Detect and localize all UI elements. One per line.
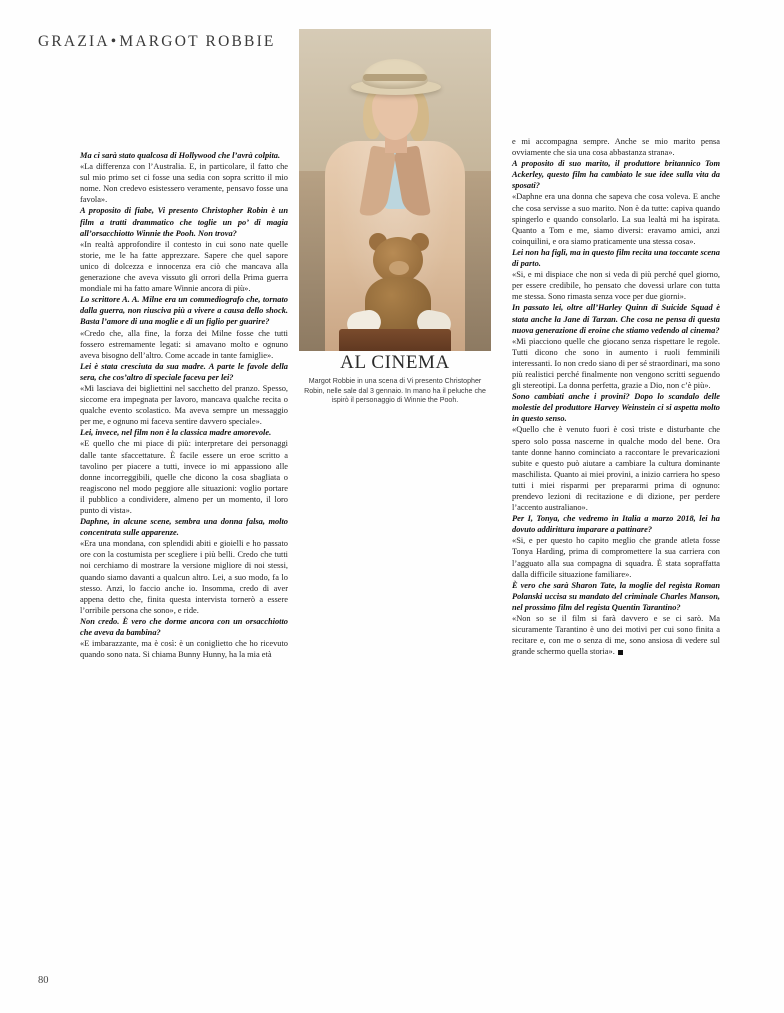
article-column-right — [512, 136, 720, 657]
masthead-brand: GRAZIA — [38, 33, 110, 50]
interview-answer: «Si, e mi dispiace che non si veda di più perché quel giorno, per essere credibile, ho pensato che dovessi urlare con tutta me stessa. Sono rimasta senza voce per due giorni». — [512, 270, 720, 302]
end-mark-icon — [618, 650, 623, 655]
suitcase — [339, 329, 451, 351]
interview-answer: «La differenza con l’Australia. E, in particolare, il fatto che sul mio primo set ci fosse una sedia con sopra scritto il mio nome. Non credevo esistessero veramente, pensavo fosse una favola». — [80, 162, 288, 205]
hat-band — [363, 74, 427, 81]
interview-answer: «Mi lasciava dei bigliettini nel sacchetto del pranzo. Spesso, siccome era impegnata per lavoro, mancava qualche recita o qualche evento scolastico. Ma aveva sempre un messaggio per me, e ognuno mi faceva sentire davvero speciale». — [80, 383, 288, 427]
interview-question: Lei è stata cresciuta da sua madre. A parte le favole della sera, che cos’altro di speciale faceva per lei? — [80, 361, 288, 382]
article-column-left — [80, 150, 288, 660]
interview-answer: «Mi piacciono quelle che giocano senza rispettare le regole. Tutti dicono che sono in aumento i ruoli femminili interessanti. Io non credo siano di per sé straordinari, ma sono più realistici perché finalmente non vengono scritti seguendo gli stereotipi. La donna perfetta, grazie a Dio, non c’è più». — [512, 336, 720, 391]
interview-question: Lo scrittore A. A. Milne era un commediografo che, tornato dalla guerra, non riusciva più a vivere a causa dello shock. Basta l’amore di una moglie e di un figlio per guarire? — [80, 295, 288, 327]
teddy-snout — [389, 261, 409, 275]
masthead-separator: • — [110, 33, 119, 50]
interview-answer: «Era una mondana, con splendidi abiti e gioielli e ho passato ore con la costumista per scegliere i più belli. Credo che tutti noi cerchiamo di mostrare la versione migliore di noi stessi, quando siamo davanti a qualcun altro. Lei, a suo modo, fa lo stesso. Anzi, lo faccio anche io. Insomma, credo di aver appena detto che, finita questa intervista tornerò a essere l’orribile persona che sono», e ride. — [80, 539, 288, 615]
interview-answer: e mi accompagna sempre. Anche se mio marito pensa ovviamente che sia una cosa abbastanza strana». — [512, 137, 720, 158]
interview-answer: «E quello che mi piace di più: interpretare dei personaggi dalle tante sfaccettature. È facile essere un eroe scritto a tavolino per piacere a tutti, invece io mi appassiono alle donne incorreggibili, quelle che dicono la cosa sbagliata o reagiscono nel modo peggiore alle situazioni: voglio portare il pubblico a condividere, almeno per un momento, il loro punto di vista». — [80, 439, 288, 515]
interview-answer: «Credo che, alla fine, la forza dei Milne fosse che tutti fossero estremamente legati: si amavano molto e ognuno aveva bisogno dell’altro. Come accade in tante famiglie». — [80, 328, 288, 360]
interview-question: È vero che sarà Sharon Tate, la moglie del regista Roman Polanski uccisa su mandato del criminale Charles Manson, nel prossimo film del regista Quentin Tarantino? — [512, 580, 720, 612]
interview-answer: «E imbarazzante, ma è così: è un coniglietto che ho ricevuto quando sono nata. Si chiama Bunny Hunny, ha la mia età — [80, 639, 288, 660]
interview-answer: «Si, e per questo ho capito meglio che grande atleta fosse Tonya Harding, prima di compromettere la sua carriera con l’agguato alla sua compagna di squadra. È stata sopraffatta dalla difficile situazione familiare». — [512, 536, 720, 579]
interview-question: A proposito di fiabe, Vi presento Christopher Robin è un film a tratti drammatico che toglie un po’ di magia all’orsacchiotto Winnie the Pooh. Non trova? — [80, 206, 288, 238]
page-number: 80 — [38, 975, 49, 986]
masthead — [38, 33, 276, 51]
photo-illustration — [299, 29, 491, 351]
interview-answer-final-text: «Non so se il film si farà davvero e se ci sarò. Ma sicuramente Tarantino è uno dei motivi per cui sono finita a recitare e, con me o senza di me, sono ansiosa di vedere sul grande schermo quella storia». — [512, 614, 720, 657]
interview-question: Daphne, in alcune scene, sembra una donna falsa, molto concentrata sulle apparenze. — [80, 517, 288, 538]
interview-question: Lei non ha figli, ma in questo film recita una toccante scena di parto. — [512, 247, 720, 269]
interview-answer: «In realtà approfondire il contesto in cui sono nate quelle storie, me le ha fatte apprezzare. Sapere che quel sapore unico di dolcezza e innocenza era ciò che mancava alla generazione che aveva vissuto gli orrori della Prima guerra mondiale mi ha fatto amare Winnie ancora di più». — [80, 239, 288, 294]
interview-answer: «Daphne era una donna che sapeva che cosa voleva. E anche che cosa servisse a suo marito. Non è da tutte: capiva quando spingerlo e quando consolarlo. La sua lealtà mi ha ispirata. Quanto a Tom e me, siamo diversi: eravamo amici, anzi coinquilini, e ora siamo praticamente una stessa cosa». — [512, 192, 720, 246]
feature-photo — [299, 29, 491, 351]
interview-question: Ma ci sarà stato qualcosa di Hollywood che l’avrà colpita. — [80, 151, 281, 160]
photo-caption: Margot Robbie in una scena di Vi presento Christopher Robin, nelle sale dal 3 gennaio. In mano ha il peluche che ispirò il personaggio di Winnie the Pooh. — [304, 377, 486, 405]
interview-question: Sono cambiati anche i provini? Dopo lo scandalo delle molestie del produttore Harvey Weinstein ci si aspetta molto in questo senso. — [512, 392, 720, 424]
interview-question: Per I, Tonya, che vedremo in Italia a marzo 2018, lei ha dovuto addirittura imparare a pattinare? — [512, 514, 720, 535]
masthead-subject: MARGOT ROBBIE — [119, 33, 276, 50]
interview-answer-final — [512, 613, 720, 657]
interview-question: In passato lei, oltre all’Harley Quinn di Suicide Squad è stata anche la Jane di Tarzan. Che cosa ne pensa di questa nuova generazione di eroine che stiamo vedendo al cinema? — [512, 303, 720, 335]
interview-answer: «Quello che è venuto fuori è così triste e disturbante che spero solo possa nascerne in qualche modo del bene. Ora tante donne hanno cominciato a raccontare le prevaricazioni subite e questo può aiutare a cambiare la cultura dominante maschilista. Quanto ai miei provini, a inizio carriera ho speso tutti i miei risparmi per prepararmi prima di ognuno: prendevo lezioni di recitazione e di dizione, per perdere l’accento australiano». — [512, 425, 720, 513]
section-heading: AL CINEMA — [340, 352, 450, 373]
interview-question: A proposito di suo marito, il produttore britannico Tom Ackerley, questo film ha cambiato le sue idee sulla vita da sposati? — [512, 159, 720, 191]
interview-question: Lei, invece, nel film non è la classica madre amorevole. — [80, 428, 272, 438]
interview-question: Non credo. È vero che dorme ancora con un orsacchiotto che aveva da bambina? — [80, 616, 288, 638]
